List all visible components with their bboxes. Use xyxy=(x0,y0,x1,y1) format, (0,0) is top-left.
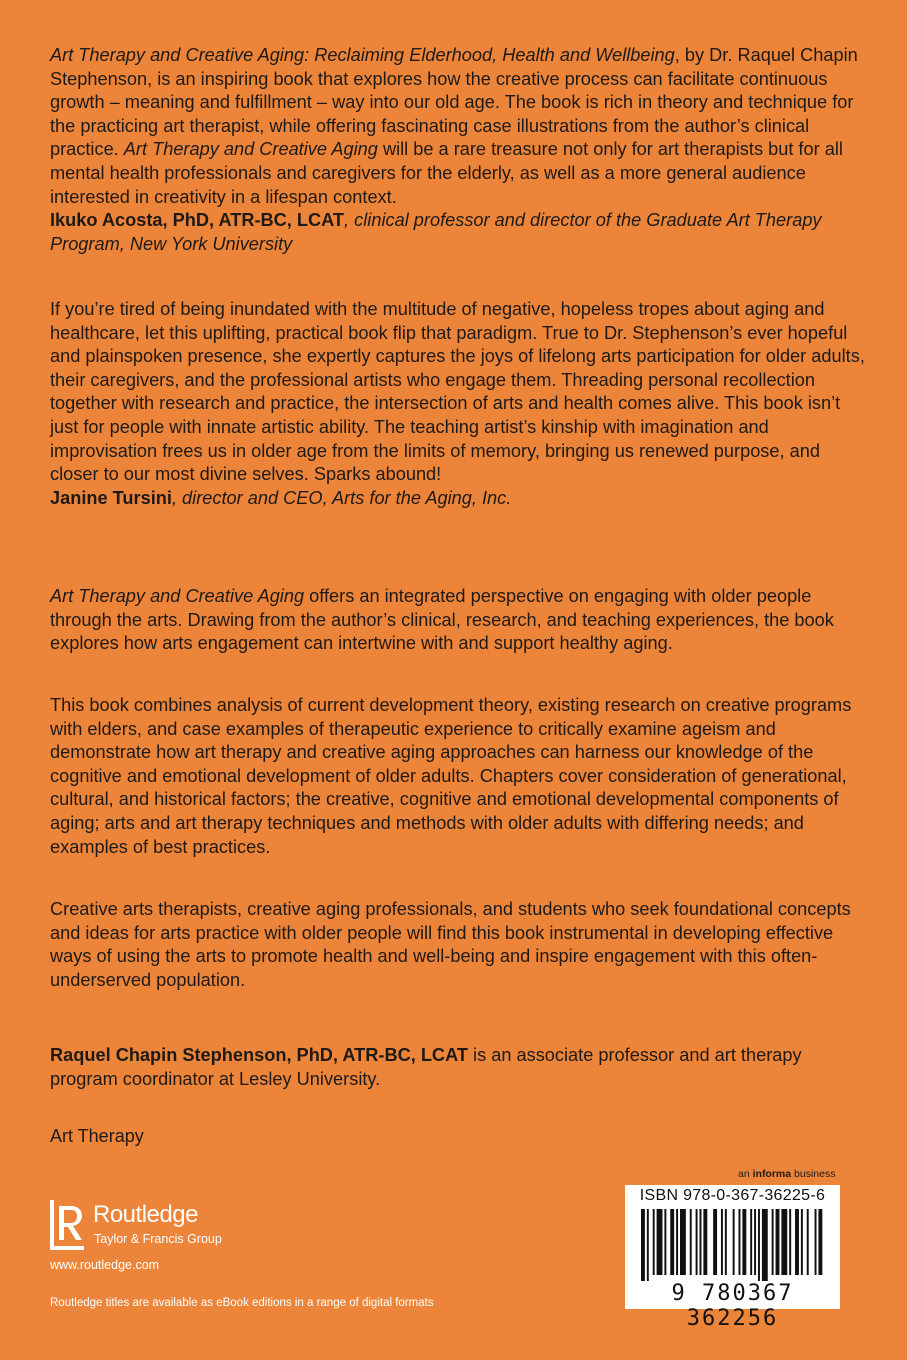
informa-tagline: an informa business xyxy=(738,1168,836,1180)
isbn-label: ISBN 978-0-367-36225-6 xyxy=(639,1187,826,1204)
barcode-bar xyxy=(801,1209,803,1275)
description-paragraph-3 xyxy=(50,898,870,992)
barcode-bar xyxy=(700,1209,702,1275)
barcode-bar xyxy=(657,1209,663,1275)
barcode-bar xyxy=(772,1209,774,1275)
author-bio xyxy=(50,1044,870,1091)
reviewer-name: Ikuko Acosta, PhD, ATR-BC, LCAT xyxy=(50,210,345,231)
ebook-note: Routledge titles are available as eBook editions in a range of digital formats xyxy=(50,1297,434,1309)
barcode-bar xyxy=(647,1209,649,1281)
barcode-digits: 9 780367 362256 xyxy=(671,1281,794,1331)
barcode-bar xyxy=(762,1209,768,1281)
barcode-bar xyxy=(664,1209,666,1275)
barcode-bar xyxy=(703,1209,707,1275)
barcode-bar xyxy=(781,1209,787,1275)
review-acosta-text xyxy=(50,44,870,209)
publisher-url[interactable]: www.routledge.com xyxy=(50,1258,160,1272)
barcode-bar xyxy=(795,1209,799,1275)
barcode-bar xyxy=(641,1209,645,1281)
barcode-bar xyxy=(818,1209,822,1275)
barcode-bar xyxy=(725,1209,727,1275)
description-text: offers an integrated perspective on engaging with older people through the arts. Drawing from the author’s clinical, research, and teaching experiences, the book explores how arts engagement can intertwine with and support healthy aging. xyxy=(50,586,834,654)
barcode-bar xyxy=(789,1209,791,1275)
author-name: Raquel Chapin Stephenson, PhD, ATR-BC, LCAT xyxy=(50,1045,468,1065)
barcode-bar xyxy=(815,1209,817,1275)
author-bio-text: is an associate professor and art therapy program coordinator at Lesley University. xyxy=(50,1045,802,1089)
review-tursini xyxy=(50,298,870,510)
barcode-bar xyxy=(733,1209,735,1275)
publisher-name: Routledge xyxy=(93,1201,198,1228)
description-text: This book combines analysis of current development theory, existing research on creative programs with elders, and case examples of therapeutic experience to critically examine ageism and demonstrate how art therapy and creative aging approaches can harness our knowledge of the cognitive and emotional development of older adults. Chapters cover consideration of generational, cultural, and historical factors; the creative, cognitive and emotional developmental components of aging; arts and art therapy techniques and methods with older adults with differing needs; and examples of best practices. xyxy=(50,695,852,857)
reviewer-role: , clinical professor and director of the Graduate Art Therapy Program, New York University xyxy=(50,210,822,254)
review-text: If you’re tired of being inundated with the multitude of negative, hopeless tropes about aging and healthcare, let this uplifting, practical book flip that paradigm. True to Dr. Stephenson’s ever hopeful and plainspoken presence, she expertly captures the joys of lifelong arts participation for older adults, their caregivers, and the professional artists who engage them. Threading personal recollection together with research and practice, the intersection of arts and health comes alive. This book isn’t just for people with innate artistic ability. The teaching artist’s kinship with imagination and improvisation frees us in older age from the limits of memory, bringing us renewed purpose, and closer to our most divine selves. Sparks abound! xyxy=(50,299,865,485)
barcode-bar xyxy=(696,1209,698,1275)
barcode-bar xyxy=(676,1209,678,1275)
informa-brand: informa xyxy=(752,1168,792,1180)
barcode-bar xyxy=(750,1209,752,1275)
book-title: Art Therapy and Creative Aging: Reclaiming Elderhood, Health and Wellbeing xyxy=(50,45,675,65)
review-text: , by Dr. Raquel Chapin Stephenson, is an inspiring book that explores how the creative process can facilitate continuous growth – meaning and fulfillment – way into our old age. The book is rich in theory and technique for the practicing art therapist, while offering fascinating case illustrations from the author’s clinical practice. xyxy=(50,45,858,160)
barcode-bar xyxy=(690,1209,692,1275)
isbn-barcode xyxy=(625,1185,840,1331)
description-text: Creative arts therapists, creative aging professionals, and students who seek foundational concepts and ideas for arts practice with older people will find this book instrumental in developing effective ways of using the arts to promote health and well-being and inspire engagement with this often-underserved population. xyxy=(50,899,851,990)
barcode-bar xyxy=(670,1209,674,1275)
reviewer-line xyxy=(50,487,870,511)
reviewer-name: Janine Tursini xyxy=(50,487,172,508)
description-paragraph-2 xyxy=(50,694,870,859)
routledge-r-icon xyxy=(50,1200,86,1250)
publisher-group: Taylor & Francis Group xyxy=(94,1232,222,1246)
barcode-bar xyxy=(807,1209,809,1275)
barcode-bar xyxy=(754,1209,756,1275)
barcode-bars xyxy=(641,1209,824,1281)
routledge-logo xyxy=(50,1200,250,1250)
reviewer-line xyxy=(50,209,870,256)
barcode-bar xyxy=(739,1209,741,1275)
barcode-bar xyxy=(721,1209,723,1275)
barcode-bar xyxy=(653,1209,655,1275)
subject-category: Art Therapy xyxy=(50,1126,144,1146)
book-title-short: Art Therapy and Creative Aging xyxy=(123,139,378,160)
barcode-bar xyxy=(742,1209,746,1275)
description-paragraph-1 xyxy=(50,585,870,656)
book-title: Art Therapy and Creative Aging xyxy=(50,586,305,606)
barcode-bar xyxy=(776,1209,780,1275)
barcode-bar xyxy=(758,1209,760,1281)
barcode-bar xyxy=(680,1209,686,1275)
review-text-cont: will be a rare treasure not only for art therapists but for all mental health professionals and caregivers for the elderly, as well as a more general audience interested in creativity in a lifespan context. xyxy=(50,139,843,207)
reviewer-role: , director and CEO, Arts for the Aging, Inc. xyxy=(171,487,512,508)
barcode-bar xyxy=(713,1209,717,1275)
review-acosta xyxy=(50,44,870,256)
